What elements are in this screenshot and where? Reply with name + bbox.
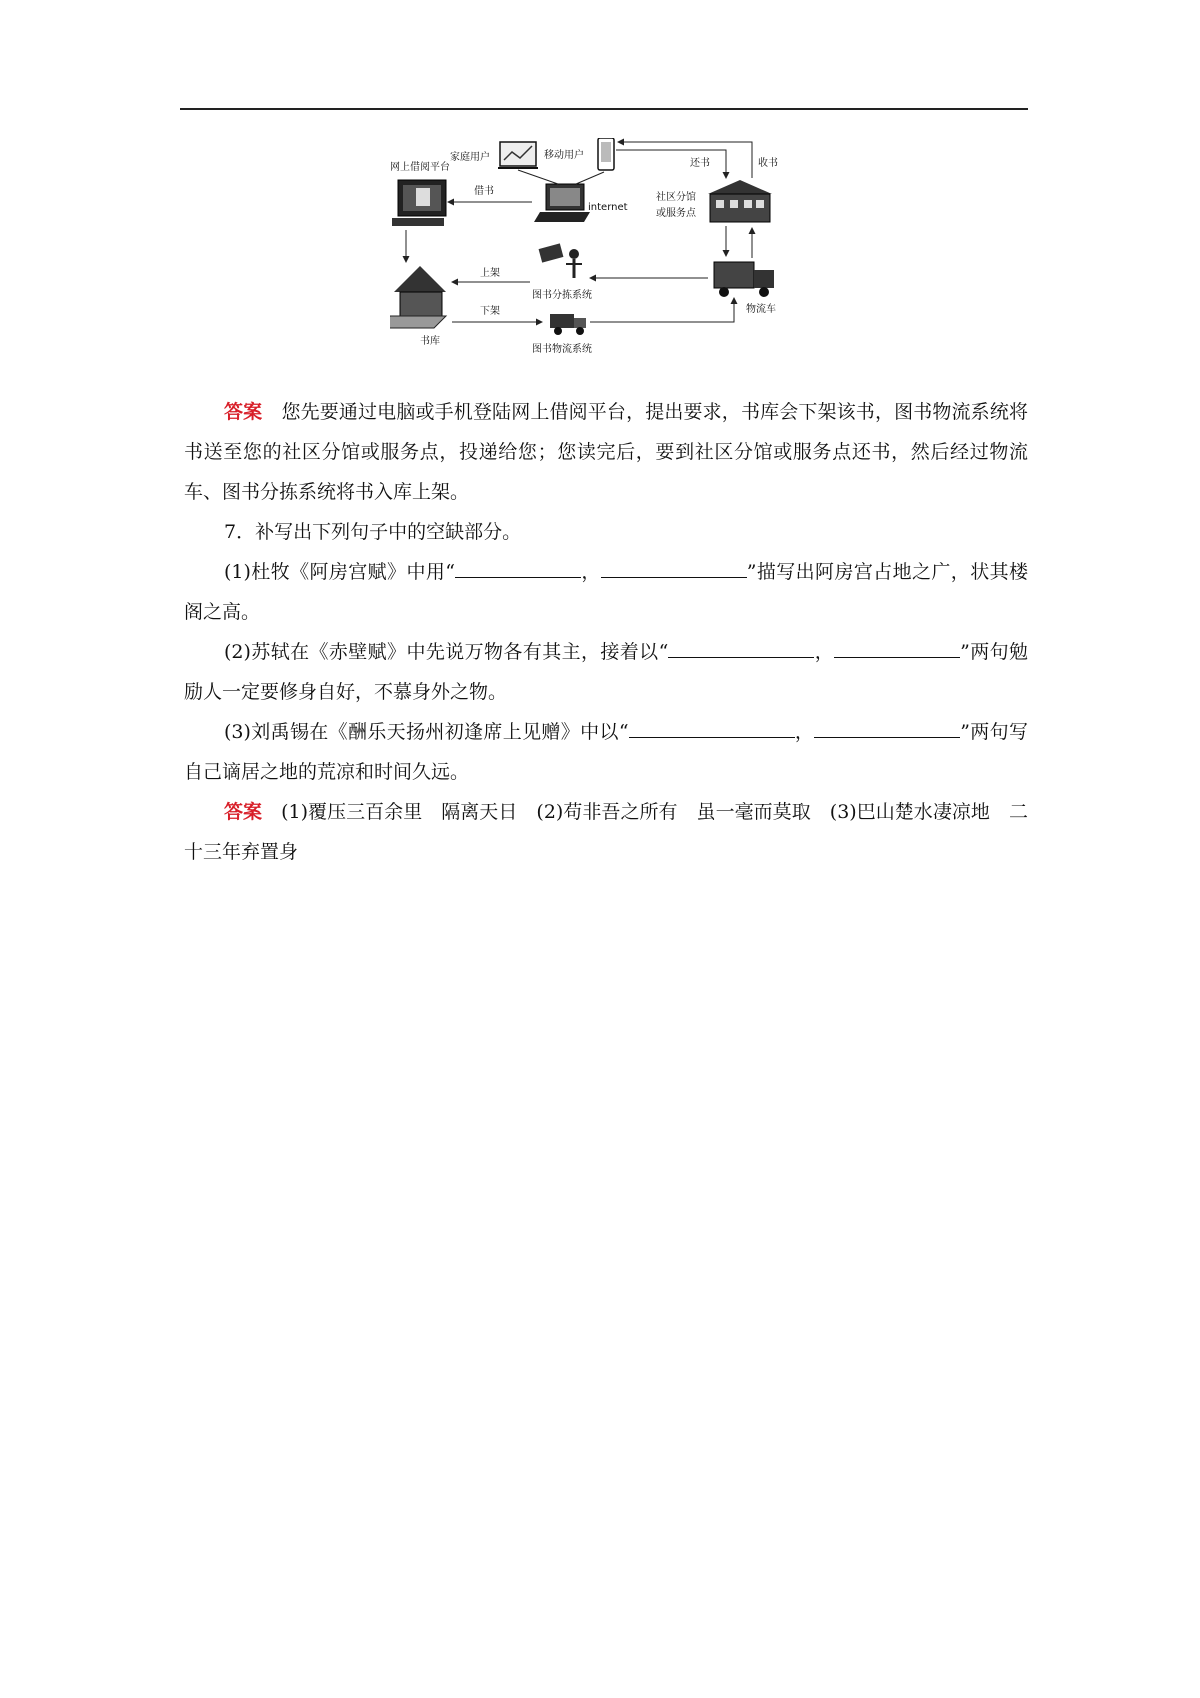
internet-laptop-icon xyxy=(534,184,590,222)
label-unshelve: 下架 xyxy=(480,306,500,317)
label-truck: 物流车 xyxy=(746,304,776,315)
answer-6-label: 答案 xyxy=(224,401,263,423)
label-branch-1: 社区分馆 xyxy=(656,192,696,203)
blank-1a[interactable] xyxy=(455,557,581,578)
label-collect-book: 收书 xyxy=(758,158,778,169)
blank-2b[interactable] xyxy=(834,637,960,658)
answer-7-text: (1)覆压三百余里 隔离天日 (2)苟非吾之所有 虽一毫而莫取 (3)巴山楚水凄凉地 二十三年弃置身 xyxy=(184,801,1028,863)
label-online-platform: 网上借阅平台 xyxy=(390,162,450,173)
blank-3b[interactable] xyxy=(814,717,960,738)
blank-1b[interactable] xyxy=(601,557,747,578)
branch-building-icon xyxy=(708,180,772,222)
answer-6-text: 您先要通过电脑或手机登陆网上借阅平台，提出要求，书库会下架该书，图书物流系统将书送至您的社区分馆或服务点，投递给您；您读完后，要到社区分馆或服务点还书，然后经过物流车、图书分拣系统将书入库上架。 xyxy=(184,401,1028,503)
answer-7-label: 答案 xyxy=(224,801,263,823)
label-sorting-system: 图书分拣系统 xyxy=(532,290,592,301)
blank-3a[interactable] xyxy=(629,717,795,738)
label-return-book: 还书 xyxy=(690,158,710,169)
blank-2a[interactable] xyxy=(668,637,814,658)
header-rule xyxy=(180,108,1028,110)
home-user-icon xyxy=(498,142,538,168)
truck-icon xyxy=(714,262,774,297)
question-7-stem: 7．补写出下列句子中的空缺部分。 xyxy=(224,521,522,543)
label-warehouse: 书库 xyxy=(420,336,440,347)
label-logistics-system: 图书物流系统 xyxy=(532,344,592,355)
mobile-user-icon xyxy=(598,138,614,170)
label-mobile-user: 移动用户 xyxy=(544,150,584,161)
label-shelve: 上架 xyxy=(480,268,500,279)
sorting-system-icon xyxy=(539,243,582,278)
question-7-item-2: (2)苏轼在《赤壁赋》中先说万物各有其主，接着以“ ， ”两句勉励人一定要修身自好，不慕身外之物。 xyxy=(184,632,1028,712)
question-7-item-3: (3)刘禹锡在《酬乐天扬州初逢席上见赠》中以“ ， ”两句写自己谪居之地的荒凉和时间久远。 xyxy=(184,712,1028,792)
label-internet: internet xyxy=(588,202,628,213)
label-home-user: 家庭用户 xyxy=(450,152,490,163)
label-branch-2: 或服务点 xyxy=(656,208,696,219)
answer-6 xyxy=(184,392,1028,512)
logistics-truck-icon xyxy=(550,314,586,335)
content-body xyxy=(184,392,1028,872)
answer-7 xyxy=(184,792,1028,872)
warehouse-icon xyxy=(390,266,446,328)
question-7-item-1: (1)杜牧《阿房宫赋》中用“ ， ”描写出阿房宫占地之广，状其楼阁之高。 xyxy=(184,552,1028,632)
library-flow-diagram xyxy=(390,138,860,388)
online-platform-icon xyxy=(392,180,446,226)
label-borrow: 借书 xyxy=(474,186,494,197)
